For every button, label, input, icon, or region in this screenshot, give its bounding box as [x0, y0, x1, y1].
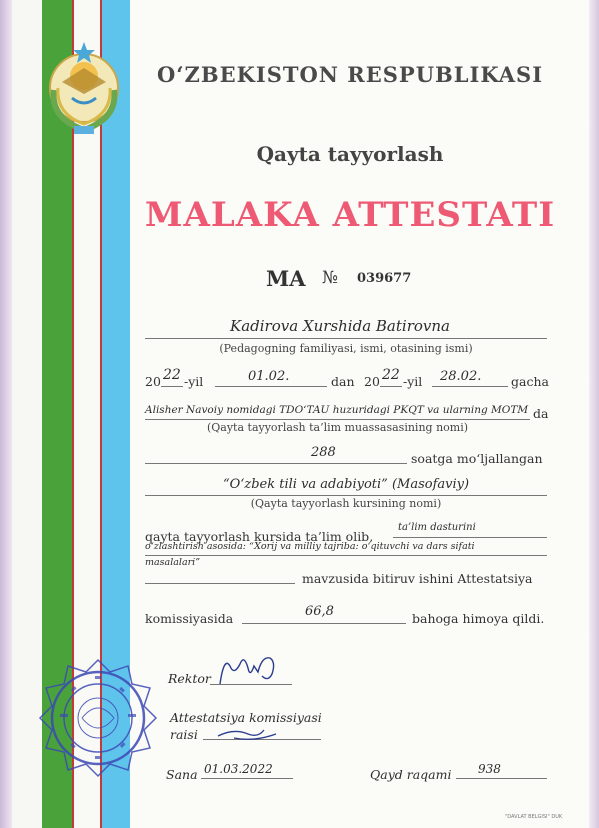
rector-label: Rektor [168, 671, 211, 686]
right-border [589, 0, 599, 828]
thesis-tail: mavzusida bitiruv ishini Attestatsiya [302, 571, 533, 586]
from-date: 01.02. [248, 369, 290, 384]
rector-signature-icon [214, 646, 282, 688]
commission-label-line2: raisi [170, 727, 198, 742]
grade-tail: bahoga himoya qildi. [412, 611, 545, 626]
divider [145, 463, 407, 464]
divider [215, 386, 327, 387]
thesis-topic-line2: o‘zlashtirish asosida: “Xorij va milliy tajriba: o‘qituvchi va dars sifati [145, 541, 475, 552]
divider [145, 338, 547, 339]
course-name: “O‘zbek tili va adabiyoti” (Masofaviy) [222, 477, 470, 492]
divider [456, 778, 547, 779]
date-label: Sana [166, 767, 198, 782]
divider [145, 583, 295, 584]
divider [242, 623, 406, 624]
grade-value: 66,8 [305, 604, 334, 619]
year-label: -yil [403, 374, 423, 389]
commission-signature-icon [214, 722, 280, 744]
institution-name: Alisher Navoiy nomidagi TDO‘TAU huzuridagi PKQT va ularning MOTM [145, 404, 529, 416]
hours-text: soatga mo‘ljallangan [411, 451, 543, 466]
divider [380, 386, 402, 387]
registration-label: Qayd raqami [370, 767, 452, 782]
certificate-subtitle: Qayta tayyorlash [256, 142, 444, 166]
number-sign: № [322, 268, 339, 288]
date-value: 01.03.2022 [204, 762, 273, 776]
gacha-label: gacha [511, 374, 549, 389]
country-title: O‘ZBEKISTON RESPUBLIKASI [156, 62, 544, 87]
holder-name-caption: (Pedagogning familiyasi, ismi, otasining ismi) [219, 342, 473, 355]
divider [145, 555, 547, 556]
left-border [0, 0, 12, 828]
divider [161, 386, 183, 387]
from-century: 20 [145, 374, 161, 389]
registration-number: 938 [478, 762, 501, 776]
coat-of-arms-icon [44, 38, 124, 138]
thesis-topic-line3: masalalari” [145, 557, 201, 568]
certificate-title: MALAKA ATTESTATI [144, 195, 556, 235]
thesis-lead: qayta tayyorlash kursida ta’lim olib, [145, 529, 374, 544]
divider [145, 419, 530, 420]
thesis-topic-line1: ta’lim dasturini [398, 522, 476, 533]
divider [201, 778, 293, 779]
institution-caption: (Qayta tayyorlash ta’lim muassasasining nomi) [206, 421, 469, 434]
dan-label: dan [331, 374, 355, 389]
divider [432, 386, 508, 387]
year-label: -yil [184, 374, 204, 389]
series-label: MA [266, 266, 306, 291]
divider [393, 537, 547, 538]
printer-imprint: "DAVLAT BELGISI" DUK [505, 814, 563, 820]
course-caption: (Qayta tayyorlash kursining nomi) [250, 497, 442, 510]
holder-name: Kadirova Xurshida Batirovna [230, 317, 450, 335]
grade-lead: komissiyasida [145, 611, 234, 626]
to-year: 22 [382, 367, 400, 383]
hours-value: 288 [311, 445, 336, 460]
divider [145, 495, 547, 496]
to-century: 20 [364, 374, 380, 389]
institution-suffix: da [533, 406, 549, 421]
certificate-number: 039677 [357, 271, 412, 286]
from-year: 22 [163, 367, 181, 383]
official-seal-icon [38, 658, 158, 778]
commission-label-line1: Attestatsiya komissiyasi [170, 710, 322, 725]
to-date: 28.02. [440, 369, 482, 384]
